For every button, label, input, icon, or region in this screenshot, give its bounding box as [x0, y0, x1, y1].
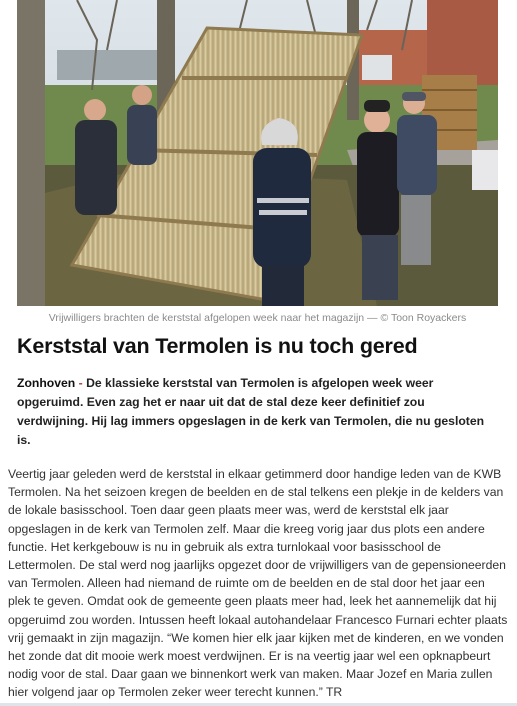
article-body: Veertig jaar geleden werd de kerststal in elkaar getimmerd door handige leden van de KWB Termolen. Na het seizoen kregen de beelden en de stal telkens een plekje in de kelders van de lokale basisschool. Toen daar geen plaats meer was, werd de kerststal elk jaar opgeslagen in de kerk van Termolen zelf. Maar die kreeg vorig jaar dus plots een andere functie. Het kerkgebouw is nu in gebruik als extra turnlokaal voor basisschool de Lettermolen. De stal werd nog jaarlijks opgezet door de vrijwilligers van de gepensioneerden van Termolen. Alleen had niemand de ruimte om de beelden en de stal door het jaar een plek te geven. Omdat ook de gemeente geen plaats meer had, leek het aannemelijk dat hij opgeruimd zou worden. Intussen heeft lokaal autohandelaar Francesco Furnari echter plaats vrij gemaakt in zijn magazijn. “We komen hier elk jaar kijken met de kinderen, en we vonden het zonde dat dit mooie werk moest verdwijnen. Er is na veertig jaar wel een opknapbeurt nodig voor de stal. Daar gaan we binnenkort werk van maken. Maar Jozef en Maria zullen hier volgend jaar op Termolen zeker weer terecht kunnen.” TR	[8, 467, 508, 700]
photo-caption	[17, 312, 498, 324]
caption-separator: — ©	[364, 312, 391, 324]
article-headline: Kerststal van Termolen is nu toch gered	[17, 334, 418, 358]
lead-place: Zonhoven	[17, 376, 76, 390]
article-photo	[17, 0, 498, 306]
lead-separator: -	[75, 376, 87, 390]
caption-credit: Toon Royackers	[390, 312, 467, 324]
caption-text: Vrijwilligers brachten de kerststal afgelopen week naar het magazijn	[48, 312, 365, 324]
lead-text: De klassieke kerststal van Termolen is afgelopen week weer opgeruimd. Even zag het er naar uit dat de stal deze keer definitief zou verdwijning. Hij lag immers opgeslagen in de kerk van Termolen, die nu gesloten is.	[17, 376, 485, 447]
photo-icon	[17, 0, 498, 306]
article-lead	[17, 374, 497, 450]
